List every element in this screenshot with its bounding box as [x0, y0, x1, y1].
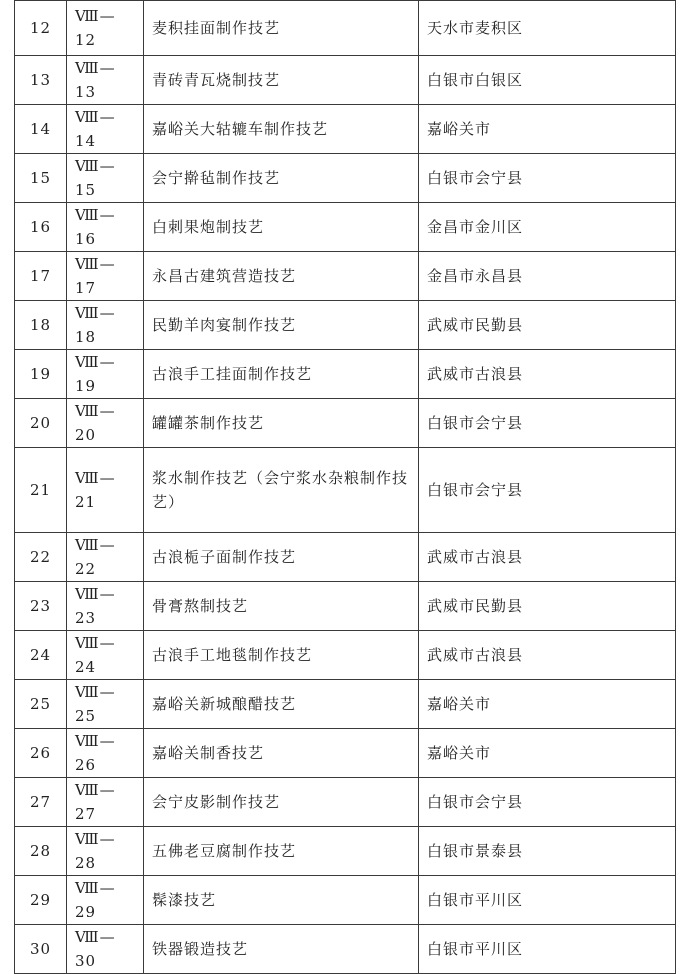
table-row — [15, 876, 676, 925]
table-row — [15, 252, 676, 301]
item-region: 白银市会宁县 — [419, 154, 676, 203]
table-row — [15, 56, 676, 105]
item-code: Ⅷ—24 — [67, 631, 144, 680]
item-name: 罐罐茶制作技艺 — [144, 399, 419, 448]
table-row — [15, 680, 676, 729]
item-region: 白银市白银区 — [419, 56, 676, 105]
item-name: 古浪栀子面制作技艺 — [144, 533, 419, 582]
table-row — [15, 154, 676, 203]
row-number: 27 — [15, 778, 67, 827]
row-number: 16 — [15, 203, 67, 252]
item-name: 髹漆技艺 — [144, 876, 419, 925]
table-row — [15, 399, 676, 448]
item-code: Ⅷ—18 — [67, 301, 144, 350]
item-name: 浆水制作技艺（会宁浆水杂粮制作技艺） — [144, 448, 419, 533]
item-region: 白银市景泰县 — [419, 827, 676, 876]
row-number: 18 — [15, 301, 67, 350]
item-code: Ⅷ—21 — [67, 448, 144, 533]
item-region: 武威市民勤县 — [419, 582, 676, 631]
item-code: Ⅷ—29 — [67, 876, 144, 925]
item-region: 白银市会宁县 — [419, 448, 676, 533]
item-code: Ⅷ—13 — [67, 56, 144, 105]
item-name: 会宁皮影制作技艺 — [144, 778, 419, 827]
item-region: 嘉峪关市 — [419, 105, 676, 154]
item-region: 武威市民勤县 — [419, 301, 676, 350]
item-name: 古浪手工挂面制作技艺 — [144, 350, 419, 399]
table-row — [15, 729, 676, 778]
item-region: 天水市麦积区 — [419, 1, 676, 56]
item-region: 白银市平川区 — [419, 876, 676, 925]
row-number: 22 — [15, 533, 67, 582]
heritage-list-table — [14, 0, 676, 974]
item-name: 铁器锻造技艺 — [144, 925, 419, 974]
table-row — [15, 925, 676, 974]
item-region: 金昌市金川区 — [419, 203, 676, 252]
row-number: 20 — [15, 399, 67, 448]
item-name: 永昌古建筑营造技艺 — [144, 252, 419, 301]
table-row — [15, 203, 676, 252]
item-code: Ⅷ—22 — [67, 533, 144, 582]
item-name: 嘉峪关新城酿醋技艺 — [144, 680, 419, 729]
item-code: Ⅷ—16 — [67, 203, 144, 252]
item-region: 武威市古浪县 — [419, 350, 676, 399]
item-name: 骨膏熬制技艺 — [144, 582, 419, 631]
item-code: Ⅷ—25 — [67, 680, 144, 729]
item-name: 嘉峪关制香技艺 — [144, 729, 419, 778]
row-number: 28 — [15, 827, 67, 876]
row-number: 24 — [15, 631, 67, 680]
table-row — [15, 301, 676, 350]
table-row — [15, 350, 676, 399]
item-region: 白银市会宁县 — [419, 778, 676, 827]
row-number: 26 — [15, 729, 67, 778]
item-code: Ⅷ—20 — [67, 399, 144, 448]
row-number: 21 — [15, 448, 67, 533]
item-code: Ⅷ—12 — [67, 1, 144, 56]
row-number: 12 — [15, 1, 67, 56]
item-name: 嘉峪关大轱辘车制作技艺 — [144, 105, 419, 154]
table-row — [15, 448, 676, 533]
item-region: 金昌市永昌县 — [419, 252, 676, 301]
item-region: 白银市平川区 — [419, 925, 676, 974]
item-name: 青砖青瓦烧制技艺 — [144, 56, 419, 105]
item-code: Ⅷ—17 — [67, 252, 144, 301]
item-code: Ⅷ—28 — [67, 827, 144, 876]
row-number: 17 — [15, 252, 67, 301]
item-code: Ⅷ—30 — [67, 925, 144, 974]
item-region: 武威市古浪县 — [419, 533, 676, 582]
item-code: Ⅷ—19 — [67, 350, 144, 399]
row-number: 29 — [15, 876, 67, 925]
item-name: 麦积挂面制作技艺 — [144, 1, 419, 56]
table-row — [15, 105, 676, 154]
row-number: 30 — [15, 925, 67, 974]
table-row — [15, 827, 676, 876]
item-region: 嘉峪关市 — [419, 729, 676, 778]
item-name: 五佛老豆腐制作技艺 — [144, 827, 419, 876]
item-name: 会宁擀毡制作技艺 — [144, 154, 419, 203]
item-name: 民勤羊肉宴制作技艺 — [144, 301, 419, 350]
item-name: 白刺果炮制技艺 — [144, 203, 419, 252]
item-region: 武威市古浪县 — [419, 631, 676, 680]
table-row — [15, 778, 676, 827]
item-code: Ⅷ—14 — [67, 105, 144, 154]
table-row — [15, 582, 676, 631]
item-region: 白银市会宁县 — [419, 399, 676, 448]
row-number: 14 — [15, 105, 67, 154]
item-code: Ⅷ—15 — [67, 154, 144, 203]
item-code: Ⅷ—27 — [67, 778, 144, 827]
table-row — [15, 533, 676, 582]
row-number: 15 — [15, 154, 67, 203]
item-name: 古浪手工地毯制作技艺 — [144, 631, 419, 680]
row-number: 13 — [15, 56, 67, 105]
item-code: Ⅷ—26 — [67, 729, 144, 778]
table-row — [15, 1, 676, 56]
item-code: Ⅷ—23 — [67, 582, 144, 631]
table-row — [15, 631, 676, 680]
row-number: 25 — [15, 680, 67, 729]
item-region: 嘉峪关市 — [419, 680, 676, 729]
row-number: 19 — [15, 350, 67, 399]
row-number: 23 — [15, 582, 67, 631]
